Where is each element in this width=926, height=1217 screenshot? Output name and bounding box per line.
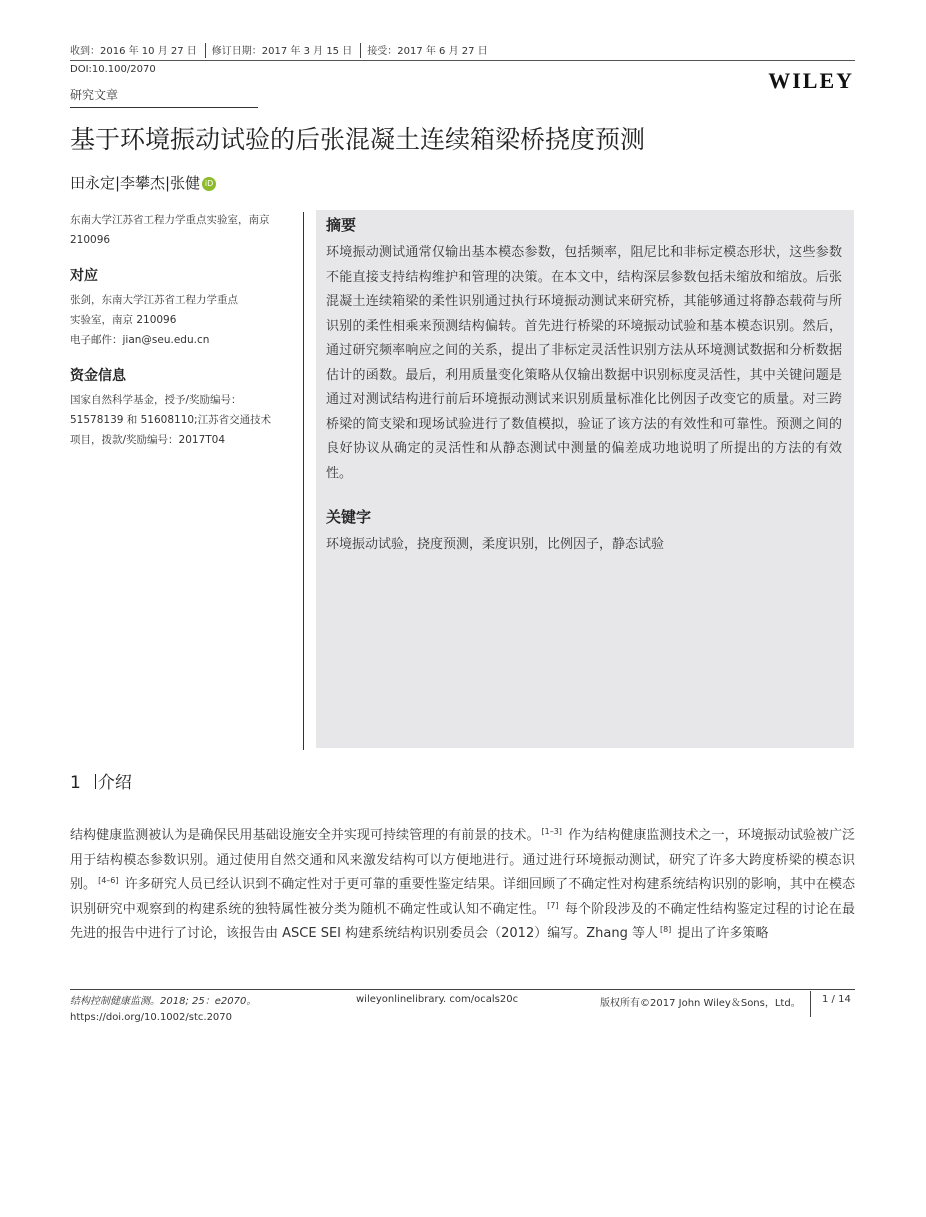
abstract-box [316, 210, 854, 748]
keywords-heading: 关键字 [326, 508, 372, 526]
citation-link[interactable]: [8] [659, 925, 672, 934]
article-type-rule [70, 107, 258, 108]
footer-doi-link[interactable]: https://doi.org/10.1002/stc.2070 [70, 1012, 233, 1023]
abstract-heading: 摘要 [326, 216, 357, 234]
page-number: 1 / 14 [822, 994, 851, 1005]
body-text-run: 每个阶段涉及的不确定性结构鉴定过程的讨论在最先进的报告中进行了讨论，该报告由 ASCE SEI 构建系统结构识别委员会（2012）编写。Zhang 等人 [70, 901, 855, 941]
affiliation-line: 210096 [70, 234, 111, 246]
keywords-text: 环境振动试验，挠度预测，柔度识别，比例因子，静态试验 [326, 537, 665, 552]
affiliation-line: 东南大学江苏省工程力学重点实验室，南京 [70, 214, 270, 226]
paper-title: 基于环境振动试验的后张混凝土连续箱梁桥挠度预测 [70, 125, 646, 154]
divider [360, 43, 361, 58]
divider [810, 991, 811, 1017]
abstract-text: 环境振动测试通常仅输出基本模态参数，包括频率，阻尼比和非标定模态形状，这些参数不能直接支持结构维护和管理的决策。在本文中，结构深层参数包括未缩放和缩放。后张混凝土连续箱梁的柔性识别通过执行环境振动测试来研究桥，其能够通过将静态载荷与所识别的柔性相乘来预测结构偏转。首先进行桥梁的环境振动试验和基本模态识别。然后，通过研究频率响应之间的关系，提出了非标定灵活性识别方法从环境测试数据和分析数据估计的函数。最后，利用质量变化策略从仅输出数据中识别标度灵活性，其中关键问题是通过对测试结构进行前后环境振动测试来识别质量标准化比例因子改变它的质量。对三跨桥梁的简支梁和现场试验进行了数值模拟，验证了该方法的有效性和可靠性。预测之间的良好协议从确定的灵活性和从静态测试中测量的偏差成功地说明了所提出的方法的有效性。 [326, 245, 842, 481]
section-title: 介绍 [97, 773, 132, 793]
received-date: 收到：2016 年 10 月 27 日 [70, 46, 197, 57]
body-text-run: 作为结构健康监测技术之一，环境振动试验被广泛用于结构模态参数识别。通过使用自然交通和风来激发结构可以方便地进行。通过进行环境振动测试，研究了许多大跨度桥梁的模态识别。 [70, 828, 855, 892]
revised-date: 修订日期：2017 年 3 月 15 日 [211, 46, 353, 57]
column-divider [303, 212, 304, 750]
citation-link[interactable]: [4–6] [98, 876, 119, 885]
accepted-date: 接受：2017 年 6 月 27 日 [367, 46, 488, 57]
body-text-run: 许多研究人员已经认识到不确定性对于更可靠的重要性鉴定结果。详细回顾了不确定性对构建系统结构识别的影响，其中在模态识别研究中观察到的构建系统的独特属性被分类为随机不确定性或认知不确定性。 [70, 877, 855, 917]
body-text-run: 结构健康监测被认为是确保民用基础设施安全并实现可持续管理的有前景的技术。 [70, 828, 540, 843]
copyright: 版权所有©2017 John Wiley＆Sons，Ltd。 [600, 998, 801, 1009]
body-paragraph [70, 824, 855, 947]
correspondence-line: 张剑，东南大学江苏省工程力学重点 [70, 294, 238, 306]
article-type: 研究文章 [70, 88, 119, 102]
website-link[interactable]: wileyonlinelibrary. com/ocals20c [356, 994, 519, 1005]
section-number: 1 [70, 773, 81, 793]
footer-citation [70, 994, 256, 1026]
correspondence-email[interactable]: 电子邮件：jian@seu.edu.cn [70, 334, 210, 346]
journal-citation: 结构控制健康监测。2018; 25：e2070。 [70, 996, 257, 1007]
header-rule [70, 60, 855, 61]
funding-heading: 资金信息 [70, 368, 126, 384]
citation-link[interactable]: [7] [547, 900, 559, 910]
wiley-logo: WILEY [768, 68, 854, 93]
doi[interactable]: DOI:10.100/2070 [70, 64, 156, 75]
section-heading [70, 768, 132, 793]
correspondence-heading: 对应 [70, 268, 98, 284]
divider [95, 774, 96, 789]
divider [205, 43, 206, 58]
article-info-column [70, 210, 298, 450]
author-list[interactable]: 田永定|李攀杰|张健 [70, 174, 201, 192]
article-dates [70, 42, 488, 59]
orcid-icon[interactable]: iD [202, 177, 216, 191]
correspondence-line: 实验室，南京 210096 [70, 314, 177, 326]
body-text-run: 提出了许多策略 [677, 926, 769, 941]
citation-link[interactable]: [1–3] [541, 827, 562, 836]
funding-line: 国家自然科学基金，授予/奖励编号： [70, 394, 242, 406]
funding-line: 51578139 和 51608110;江苏省交通技术 [70, 414, 272, 426]
footer-rule [70, 989, 855, 990]
authors [70, 172, 216, 193]
funding-line: 项目，拨款/奖励编号：2017T04 [70, 434, 226, 446]
